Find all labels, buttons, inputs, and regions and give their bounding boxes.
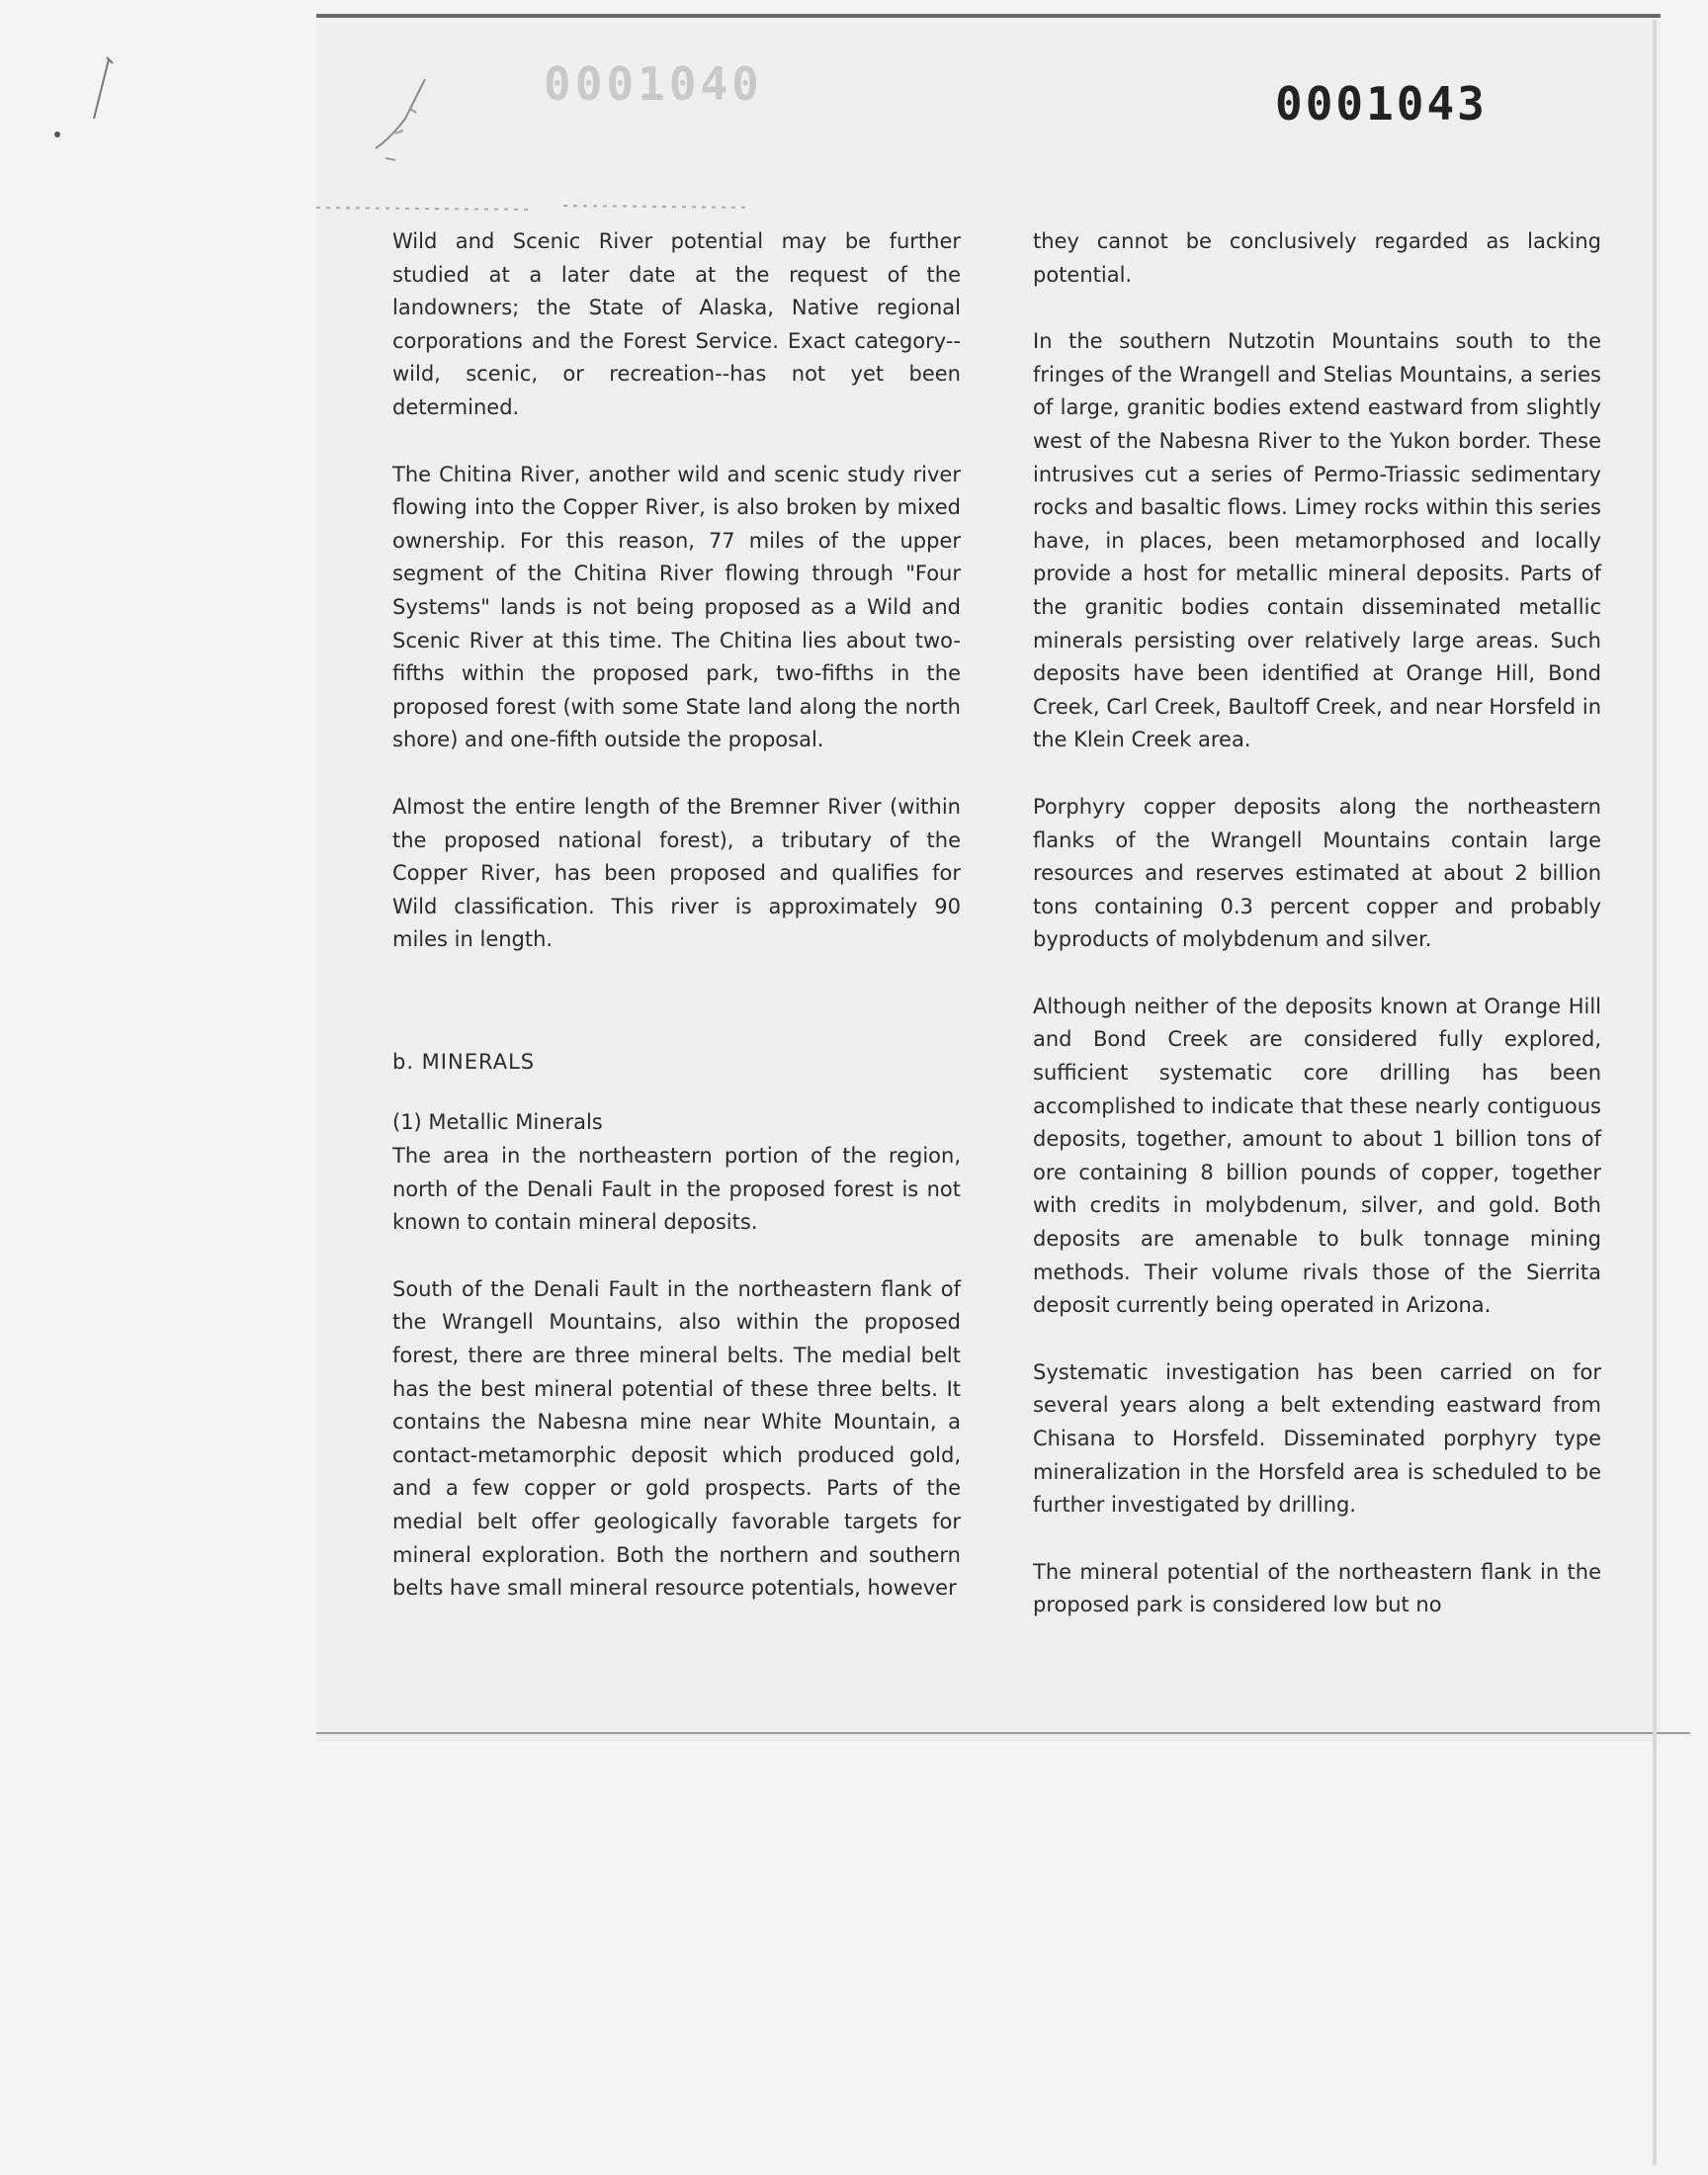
ghost-document-number: 0001040 [544,57,763,111]
paragraph: Almost the entire length of the Bremner River (within the proposed national forest), a tributary of the Copper River, has been proposed and qualifies for Wild classification. This river is approximately 90 miles in length. [392,794,961,952]
paragraph: Although neither of the deposits known at Orange Hill and Bond Creek are considered fully explored, sufficient systematic core drilling has been accomplished to indicate that these nearly contiguous deposits, together, amount to about 1 billion tons of ore containing 8 billion pounds of copper, together with credits in molybdenum, silver, and gold. Both deposits are amenable to bulk tonnage mining methods. Their volume rivals those of the Sierrita deposit currently being operated in Arizona. [1033,994,1601,1318]
left-column [392,225,961,1639]
paragraph: Systematic investigation has been carried on for several years along a belt extending eastward from Chisana to Horsfeld. Disseminated porphyry type mineralization in the Horsfeld area is scheduled to be further investigated by drilling. [1033,1359,1601,1518]
paragraph: The area in the northeastern portion of the region, north of the Denali Fault in the proposed forest is not known to contain mineral deposits. [392,1144,961,1235]
paragraph: they cannot be conclusively regarded as lacking potential. [1033,229,1601,287]
document-number: 0001043 [1275,77,1488,130]
right-column [1033,225,1601,1656]
subsection-heading: (1) Metallic Minerals [392,1110,603,1135]
margin-pencil-marks [40,40,178,158]
paragraph: South of the Denali Fault in the northeastern flank of the Wrangell Mountains, also within the proposed forest, there are three mineral belts. The medial belt has the best mineral potential of these three belts. It contains the Nabesna mine near White Mountain, a contact-metamorphic deposit which produced gold, and a few copper or gold prospects. Parts of the medial belt offer geologically favorable targets for mineral exploration. Both the northern and southern belts have small mineral resource potentials, however [392,1276,961,1601]
paragraph: The Chitina River, another wild and scenic study river flowing into the Copper River, is also broken by mixed ownership. For this reason, 77 miles of the upper segment of the Chitina River flowing through "Four Systems" lands is not being proposed as a Wild and Scenic River at this time. The Chitina lies about two-fifths within the proposed park, two-fifths in the proposed forest (with some State land along the north shore) and one-fifth outside the proposal. [392,462,961,752]
paragraph: The mineral potential of the northeastern flank in the proposed park is considered low but no [1033,1559,1601,1617]
paragraph: Porphyry copper deposits along the northeastern flanks of the Wrangell Mountains contain large resources and reserves estimated at about 2 billion tons containing 0.3 percent copper and probably byproducts of molybdenum and silver. [1033,794,1601,952]
paragraph: Wild and Scenic River potential may be further studied at a later date at the request of the landowners; the State of Alaska, Native regional corporations and the Forest Service. Exact category--wild, scenic, or recreation--has not yet been determined. [392,229,961,419]
paragraph: In the southern Nutzotin Mountains south to the fringes of the Wrangell and Stelias Mountains, a series of large, granitic bodies extend eastward from slightly west of the Nabesna River to the Yukon border. These intrusives cut a series of Permo-Triassic sedimentary rocks and basaltic flows. Limey rocks within this series have, in places, been metamorphosed and locally provide a host for metallic mineral deposits. Parts of the granitic bodies contain disseminated metallic minerals persisting over relatively large areas. Such deposits have been identified at Orange Hill, Bond Creek, Carl Creek, Baultoff Creek, and near Horsfeld in the Klein Creek area. [1033,329,1601,752]
page-bottom-edge [316,1732,1690,1734]
section-heading: b. MINERALS [392,1049,536,1074]
scan-edge-shadow [1653,20,1657,2165]
